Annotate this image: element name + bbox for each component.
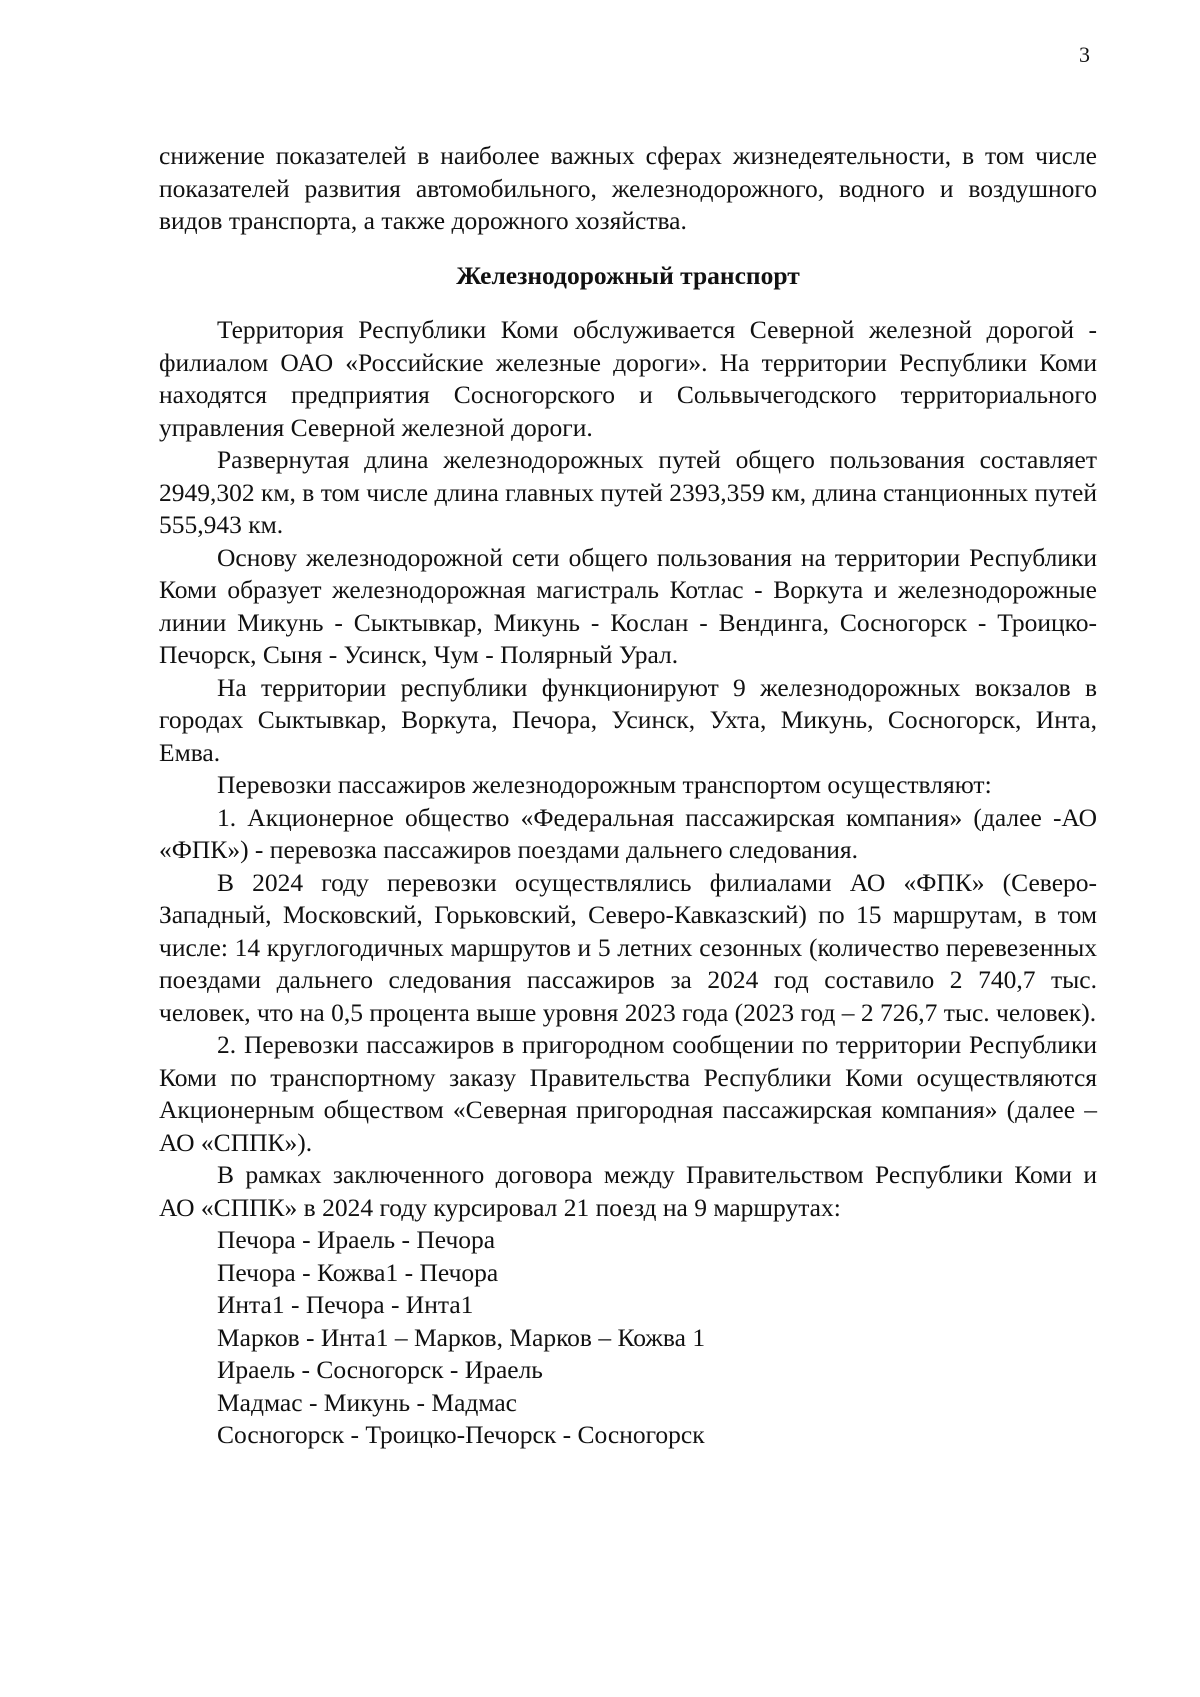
route-list xyxy=(159,1224,1097,1452)
route-item: Инта1 - Печора - Инта1 xyxy=(217,1290,474,1319)
paragraph-stations: На территории республики функционируют 9 железнодорожных вокзалов в городах Сыктывкар, Воркута, Печора, Усинск, Ухта, Микунь, Сосногорск, Инта, Емва. xyxy=(159,672,1097,767)
route-item: Мадмас - Микунь - Мадмас xyxy=(217,1387,517,1417)
paragraph-fpk-2024: В 2024 году перевозки осуществлялись филиалами АО «ФПК» (Северо-Западный, Московский, Горьковский, Северо-Кавказский) по 15 маршрутам, в том числе: 14 круглогодичных маршрутов и 5 летних сезонных (количество перевезенных поездами дальнего следования пассажиров за 2024 год составило 2 740,7 тыс. человек, что на 0,5 процента выше уровня 2023 года (2023 год – 2 726,7 тыс. человек). xyxy=(159,867,1097,1027)
route-item: Ираель - Сосногорск - Ираель xyxy=(217,1355,543,1384)
intro-paragraph: снижение показателей в наиболее важных сферах жизнедеятельности, в том числе показателей развития автомобильного, железнодорожного, водного и воздушного видов транспорта, а также дорожного хозяйства. xyxy=(159,141,1097,235)
paragraph-territory: Территория Республики Коми обслуживается Северной железной дорогой - филиалом ОАО «Российские железные дороги». На территории Республики Коми находятся предприятия Сосногорского и Сольвычегодского территориального управления Северной железной дороги. xyxy=(159,315,1097,442)
route-item: Сосногорск - Троицко-Печорск - Сосногорск xyxy=(217,1420,705,1449)
paragraph-contract: В рамках заключенного договора между Правительством Республики Коми и АО «СППК» в 2024 году курсировал 21 поезд на 9 маршрутах: xyxy=(159,1160,1097,1222)
paragraph-network: Основу железнодорожной сети общего пользования на территории Республики Коми образует железнодорожная магистраль Котлас - Воркута и железнодорожные линии Микунь - Сыктывкар, Микунь - Кослан - Вендинга, Сосногорск - Троицко-Печорск, Сыня - Усинск, Чум - Полярный Урал. xyxy=(159,542,1097,669)
route-item: Печора - Кожва1 - Печора xyxy=(217,1257,499,1287)
section-heading: Железнодорожный транспорт xyxy=(456,260,800,290)
document-body xyxy=(159,140,1097,1452)
route-item: Марков - Инта1 – Марков, Марков – Кожва 1 xyxy=(217,1322,706,1352)
paragraph-carriers-intro: Перевозки пассажиров железнодорожным транспортом осуществляют: xyxy=(217,770,992,799)
route-item: Печора - Ираель - Печора xyxy=(217,1225,496,1254)
page-number: 3 xyxy=(1079,42,1090,67)
paragraph-fpk: 1. Акционерное общество «Федеральная пассажирская компания» (далее -АО «ФПК») - перевозка пассажиров поездами дальнего следования. xyxy=(159,802,1097,864)
paragraph-sppk: 2. Перевозки пассажиров в пригородном сообщении по территории Республики Коми по транспортному заказу Правительства Республики Коми осуществляются Акционерным обществом «Северная пригородная пассажирская компания» (далее – АО «СППК»). xyxy=(159,1030,1097,1157)
paragraph-track-length: Развернутая длина железнодорожных путей общего пользования составляет 2949,302 км, в том числе длина главных путей 2393,359 км, длина станционных путей 555,943 км. xyxy=(159,445,1097,539)
